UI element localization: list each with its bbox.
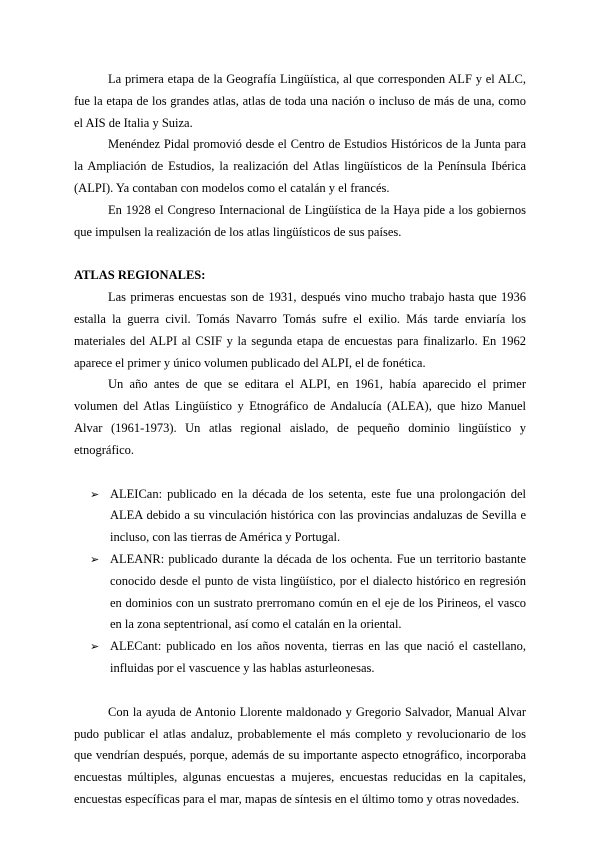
intro-paragraph-3: En 1928 el Congreso Internacional de Lingüística de la Haya pide a los gobiernos que impulsen la realización de los atlas lingüísticos de sus países.	[74, 202, 526, 239]
list-item-text: ALECant: publicado en los años noventa, tierras en las que nació el castellano, influidas por el vascuence y las hablas asturleonesas.	[110, 639, 526, 675]
arrow-bullet-icon: ➢	[90, 487, 100, 501]
list-item	[74, 636, 526, 680]
spacer	[74, 680, 526, 702]
arrow-bullet-icon: ➢	[90, 640, 100, 654]
document-body	[74, 69, 526, 811]
list-item-text: ALEICan: publicado en la década de los setenta, este fue una prolongación del ALEA debido a su vinculación histórica con las provincias andaluzas de Sevilla e incluso, con las tierras de América y Portugal.	[110, 486, 526, 545]
intro-paragraph-1: La primera etapa de la Geografía Lingüística, al que corresponden ALF y el ALC, fue la etapa de los grandes atlas, atlas de toda una nación o incluso de más de una, como el AIS de Italia y Suiza.	[74, 72, 526, 130]
list-item	[74, 549, 526, 636]
section-heading: ATLAS REGIONALES:	[74, 268, 206, 283]
section-paragraph-1: Las primeras encuestas son de 1931, después vino mucho trabajo hasta que 1936 estalla la guerra civil. Tomás Navarro Tomás sufre el exilio. Más tarde enviaría los materiales del ALPI al CSIF y la segunda etapa de encuestas para finalizarlo. En 1962 aparece el primer y único volumen publicado del ALPI, el de fonética.	[74, 290, 526, 370]
list-item-text: ALEANR: publicado durante la década de los ochenta. Fue un territorio bastante conocido desde el punto de vista lingüístico, por el dialecto histórico en regresión en dominios con un sustrato prerromano común en el eje de los Pirineos, el vasco en la zona septentrional, así como el catalán en la oriental.	[110, 551, 526, 632]
spacer	[74, 243, 526, 265]
arrow-bullet-icon: ➢	[90, 552, 100, 566]
regional-atlas-list	[74, 484, 526, 680]
closing-paragraph: Con la ayuda de Antonio Llorente maldonado y Gregorio Salvador, Manual Alvar pudo publicar el atlas andaluz, probablemente el más completo y revolucionario de los que vendrían después, porque, además de su importante aspecto etnográfico, incorporaba encuestas múltiples, algunas encuestas a mujeres, encuestas reducidas en la capitales, encuestas específicas para el mar, mapas de síntesis en el último tomo y otras novedades.	[74, 704, 526, 806]
section-paragraph-2: Un año antes de que se editara el ALPI, en 1961, había aparecido el primer volumen del Atlas Lingüístico y Etnográfico de Andalucía (ALEA), que hizo Manuel Alvar (1961-1973). Un atlas regional aislado, de pequeño dominio lingüístico y etnográfico.	[74, 377, 526, 457]
spacer	[74, 462, 526, 484]
list-item	[74, 484, 526, 549]
intro-paragraph-2: Menéndez Pidal promovió desde el Centro de Estudios Históricos de la Junta para la Ampliación de Estudios, la realización del Atlas lingüísticos de la Península Ibérica (ALPI). Ya contaban con modelos como el catalán y el francés.	[74, 137, 526, 195]
